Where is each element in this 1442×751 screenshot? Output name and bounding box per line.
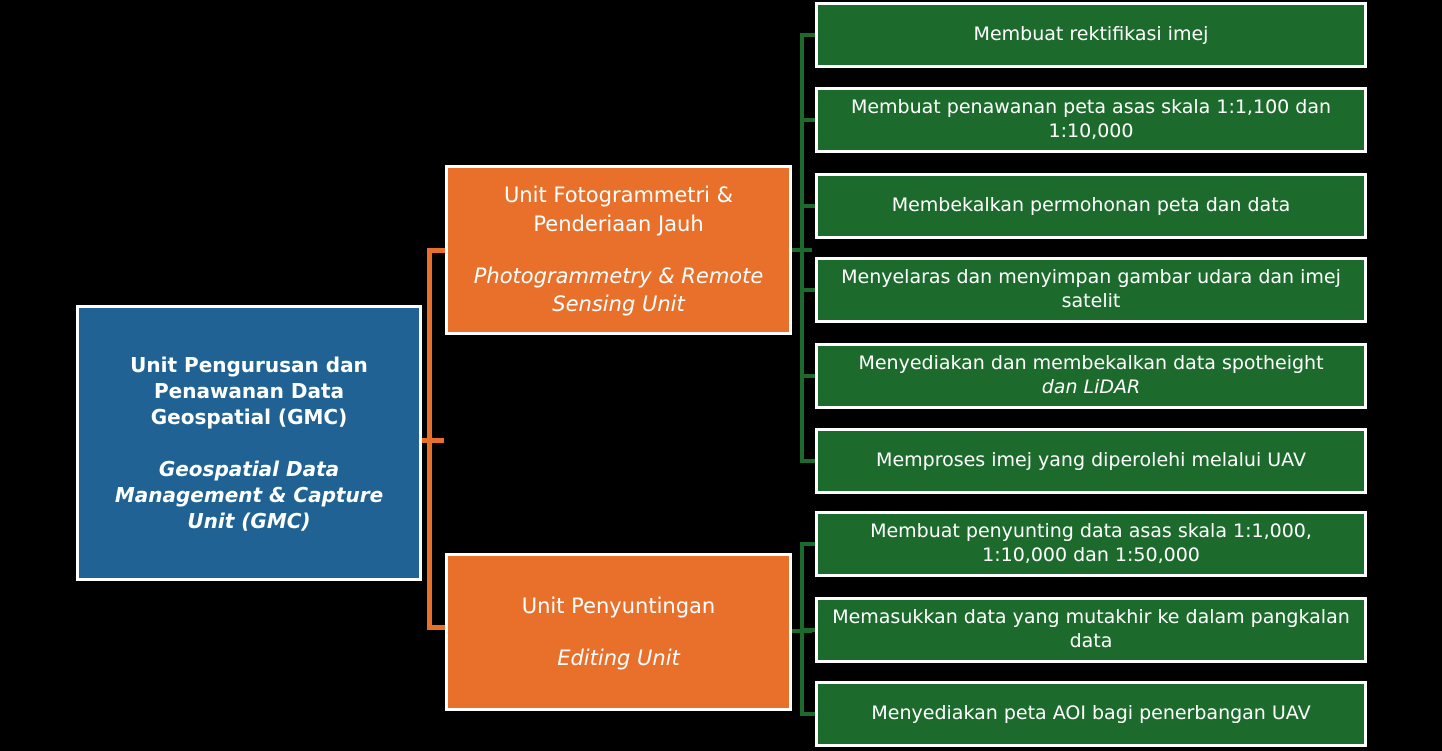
- connector-unit-editing-branch: [427, 625, 447, 630]
- task-label: Menyelaras dan menyimpan gambar udara dan imej satelit: [841, 266, 1341, 312]
- task-node[interactable]: [815, 511, 1367, 577]
- task-node[interactable]: [815, 428, 1367, 494]
- task-label: Memproses imej yang diperolehi melalui UAV: [876, 449, 1306, 472]
- root-title-malay: Unit Pengurusan dan Penawanan Data Geospatial (GMC): [130, 353, 368, 429]
- root-node-gmc[interactable]: [76, 305, 422, 581]
- task-label: Membuat penawanan peta asas skala 1:1,100 dan 1:10,000: [850, 96, 1332, 142]
- unit-node-editing[interactable]: [445, 553, 792, 711]
- unit-title-english: Editing Unit: [557, 646, 680, 670]
- task-node[interactable]: [815, 87, 1367, 153]
- connector-root-vertical: [427, 248, 432, 630]
- task-label: Menyediakan peta AOI bagi penerbangan UAV: [871, 702, 1311, 725]
- connector-photogrammetry-vertical: [800, 35, 804, 462]
- task-label: Menyediakan dan membekalkan data spotheight: [858, 352, 1324, 375]
- connector-unit-photogrammetry-branch: [427, 248, 447, 253]
- task-node[interactable]: [815, 681, 1367, 747]
- task-label: Memasukkan data yang mutakhir ke dalam pangkalan data: [832, 606, 1350, 652]
- task-node[interactable]: [815, 597, 1367, 663]
- task-node[interactable]: [815, 173, 1367, 239]
- root-title-english: Geospatial Data Management & Capture Unit (GMC): [114, 457, 384, 533]
- task-label: Membekalkan permohonan peta dan data: [891, 194, 1291, 217]
- task-label-italic: dan LiDAR: [1041, 376, 1141, 398]
- connector-root-stem: [422, 438, 444, 443]
- task-node[interactable]: [815, 257, 1367, 323]
- task-node[interactable]: [815, 343, 1367, 409]
- unit-node-photogrammetry[interactable]: [445, 165, 792, 335]
- unit-title-malay: Unit Penyuntingan: [521, 593, 716, 618]
- task-label: Membuat rektifikasi imej: [973, 23, 1209, 46]
- unit-title-malay: Unit Fotogrammetri & Penderiaan Jauh: [503, 183, 734, 236]
- unit-title-english: Photogrammetry & Remote Sensing Unit: [473, 264, 764, 317]
- task-node[interactable]: [815, 2, 1367, 68]
- task-label: Membuat penyunting data asas skala 1:1,000, 1:10,000 dan 1:50,000: [870, 520, 1312, 566]
